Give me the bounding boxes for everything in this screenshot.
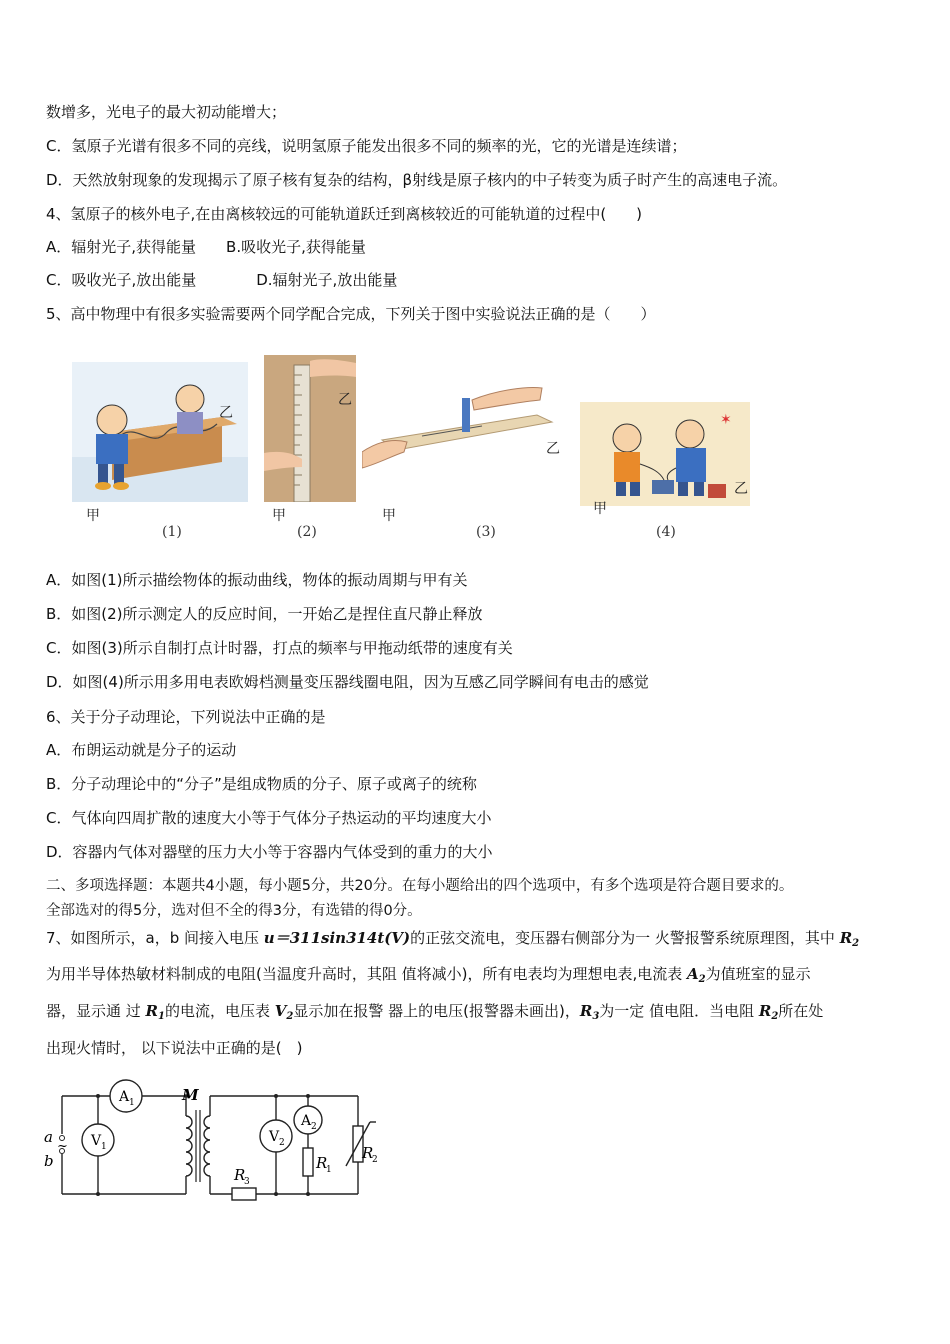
question-6-option-a: A．布朗运动就是分子的运动 [46, 741, 237, 759]
question-7-voltage-formula: u＝311sin314t(V) [263, 929, 411, 947]
figure-5-4-caption: (4) [656, 524, 676, 540]
question-6-option-b: B．分子动理论中的“分子”是组成物质的分子、原子或离子的统称 [46, 775, 477, 793]
symbol-v2-subscript: 2 [286, 1011, 294, 1022]
question-7-text-3e: 所在处 [778, 1002, 824, 1020]
symbol-r1-subscript: 1 [158, 1011, 165, 1022]
terminal-b-label: b [44, 1152, 54, 1170]
ammeter-a1-subscript: 1 [129, 1098, 135, 1108]
question-7-text-1b: 的正弦交流电，变压器右侧部分为一 火警报警系统原理图，其中 [410, 929, 840, 947]
transformer-circuit-diagram [40, 1076, 390, 1206]
resistor-r2-subscript: 2 [372, 1155, 378, 1165]
figure-5-4-multimeter-illustration [580, 402, 750, 506]
figure-5-3-label-yi: 乙 [546, 441, 560, 457]
voltmeter-v1-label: V [91, 1133, 102, 1149]
question-7-text-3b: 的电流，电压表 [164, 1002, 275, 1020]
question-6-stem: 6、关于分子动理论，下列说法中正确的是 [46, 708, 326, 726]
figure-5-2-ruler-illustration [264, 355, 356, 502]
symbol-a2-subscript: 2 [698, 974, 706, 985]
question-6-option-d: D．容器内气体对器壁的压力大小等于容器内气体受到的重力的大小 [46, 843, 493, 861]
question-7-text-2b: 为值班室的显示 [705, 965, 811, 983]
figure-5-3-caption: (3) [476, 524, 496, 540]
voltmeter-v2-subscript: 2 [279, 1138, 285, 1148]
symbol-a2: A [687, 965, 699, 983]
section-2-heading-line-2: 全部选对的得5分，选对但不全的得3分，有选错的得0分。 [46, 903, 422, 919]
ac-source-symbol: ~ [57, 1139, 68, 1154]
figure-5-3-timer-illustration [362, 380, 572, 480]
question-6-option-c: C．气体向四周扩散的速度大小等于气体分子热运动的平均速度大小 [46, 809, 492, 827]
question-7-text-1a: 7、如图所示，a，b 间接入电压 [46, 929, 264, 947]
figure-5-1-pendulum-illustration [72, 362, 248, 502]
figure-5-2-label-yi: 乙 [338, 392, 352, 408]
question-7-text-3c: 显示加在报警 器上的电压(报警器未画出)， [293, 1002, 580, 1020]
figure-5-2-caption: (2) [297, 524, 317, 540]
figure-5-4-label-yi: 乙 [734, 481, 748, 497]
resistor-r1-label: R [316, 1154, 328, 1172]
transformer-m-label: M [182, 1086, 199, 1104]
ammeter-a2-label: A [301, 1113, 312, 1129]
question-5-stem: 5、高中物理中有很多实验需要两个同学配合完成，下列关于图中实验说法正确的是（ ） [46, 305, 656, 323]
resistor-r1-subscript: 1 [326, 1165, 332, 1175]
question-7-text-2a: 为用半导体热敏材料制成的电阻(当温度升高时，其阻 值将减小)，所有电表均为理想电表,电流表 [46, 965, 688, 983]
figure-5-1-caption: (1) [162, 524, 182, 540]
symbol-r2: R [839, 929, 853, 947]
question-7-line-2 [46, 964, 811, 990]
symbol-r3: R [579, 1002, 593, 1020]
resistor-r3-subscript: 3 [244, 1177, 250, 1187]
figure-5-1-label-yi: 乙 [219, 405, 233, 421]
figure-5-1-label-jia: 甲 [86, 508, 100, 524]
question-5-option-c: C．如图(3)所示自制打点计时器，打点的频率与甲拖动纸带的速度有关 [46, 639, 513, 657]
text-line-1: 数增多，光电子的最大初动能增大； [46, 103, 287, 121]
question-7-line-1 [46, 928, 859, 954]
voltmeter-v2-label: V [269, 1129, 280, 1145]
question-4-options-cd: C．吸收光子,放出能量 D.辐射光子,放出能量 [46, 271, 398, 289]
symbol-r3-subscript: 3 [592, 1011, 600, 1022]
text-line-3: D．天然放射现象的发现揭示了原子核有复杂的结构，β射线是原子核内的中子转变为质子时产生的高速电子流。 [46, 171, 788, 189]
figure-5-3-label-jia: 甲 [382, 508, 396, 524]
resistor-r2-label: R [362, 1144, 374, 1162]
question-5-option-b: B．如图(2)所示测定人的反应时间，一开始乙是捏住直尺静止释放 [46, 605, 483, 623]
ammeter-a2-subscript: 2 [311, 1122, 317, 1132]
voltmeter-v1-subscript: 1 [101, 1142, 107, 1152]
symbol-r1: R [145, 1002, 159, 1020]
question-7-text-3a: 器，显示通 过 [46, 1002, 146, 1020]
question-4-options-ab: A．辐射光子,获得能量 B.吸收光子,获得能量 [46, 238, 366, 256]
section-2-heading-line-1: 二、多项选择题：本题共4小题，每小题5分，共20分。在每小题给出的四个选项中，有多个选项是符合题目要求的。 [46, 878, 794, 894]
symbol-r2-subscript: 2 [852, 938, 860, 949]
question-7-line-4: 出现火情时， 以下说法中正确的是( ) [46, 1039, 303, 1057]
question-5-option-a: A．如图(1)所示描绘物体的振动曲线，物体的振动周期与甲有关 [46, 571, 468, 589]
question-7-line-3 [46, 1001, 823, 1027]
symbol-r2-again-subscript: 2 [771, 1011, 779, 1022]
question-5-option-d: D．如图(4)所示用多用电表欧姆档测量变压器线圈电阻，因为互感乙同学瞬间有电击的感觉 [46, 673, 649, 691]
terminal-a-label: a [44, 1128, 53, 1146]
symbol-r2-again: R [758, 1002, 772, 1020]
ammeter-a1-label: A [119, 1089, 130, 1105]
symbol-v2: V [274, 1002, 287, 1020]
resistor-r3-label: R [234, 1166, 246, 1184]
figure-5-2-label-jia: 甲 [272, 508, 286, 524]
text-line-2: C．氢原子光谱有很多不同的亮线，说明氢原子能发出很多不同的频率的光，它的光谱是连续谱； [46, 137, 687, 155]
svg-text:✶: ✶ [720, 412, 732, 428]
question-7-text-3d: 为一定 值电阻．当电阻 [599, 1002, 759, 1020]
figure-5-4-label-jia: 甲 [593, 501, 607, 517]
question-4-stem: 4、氢原子的核外电子,在由离核较远的可能轨道跃迁到离核较近的可能轨道的过程中( ) [46, 205, 643, 223]
